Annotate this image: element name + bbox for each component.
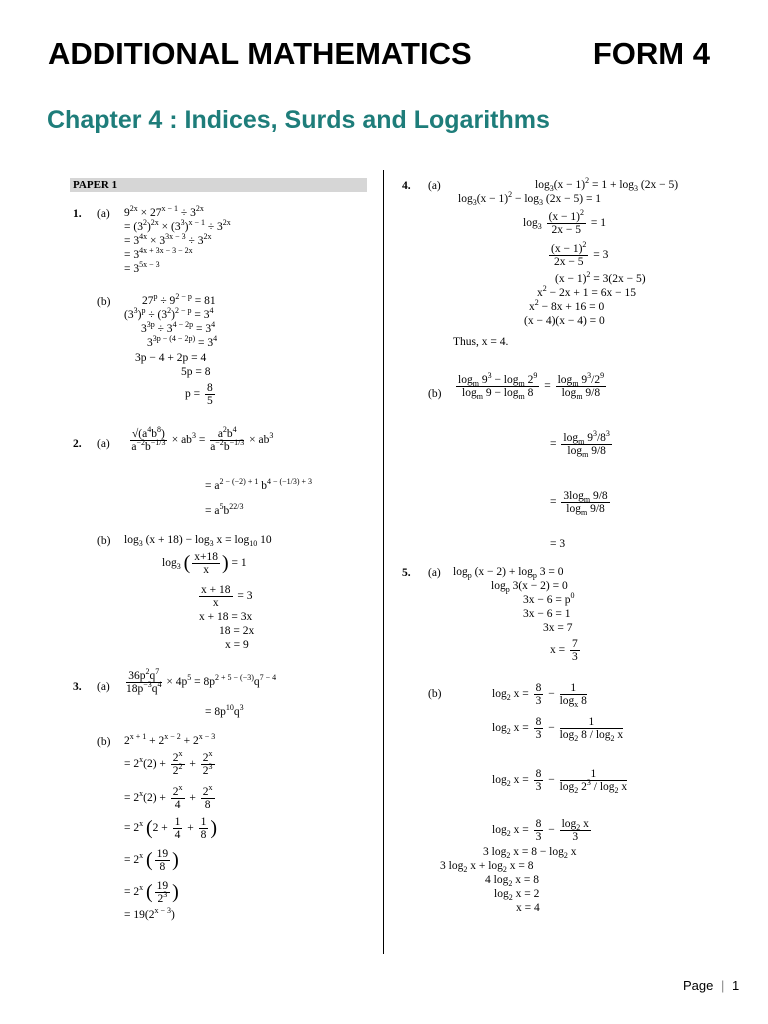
part-label: (a) [428, 567, 441, 579]
q5b-line: $\log_2 x$ = $\frac{8}{3}$ − $\frac{1}{\log_x 8}$ [492, 682, 587, 709]
q1a-line: = $3^{4x} \times 3^{3x - 3} \div 3^{2x}$ [124, 232, 212, 247]
question-number: 3. [73, 681, 82, 693]
part-label: (b) [97, 736, 111, 748]
page-separator: | [721, 978, 725, 993]
q2b-line: x + 18 = 3x [199, 611, 253, 623]
part-label: (a) [97, 681, 110, 693]
q4a-line: (x − 4)(x − 4) = 0 [524, 315, 605, 327]
q1a-line: = $3^{4x + 3x - 3 - 2x}$ [124, 246, 193, 261]
q3b-line: $2^{x + 1} + 2^{x - 2} + 2^{x - 3}$ [124, 732, 216, 747]
q5b-line: $\log_2 x$ = $\frac{8}{3}$ − $\frac{\log_2 x}{3}$ [492, 818, 589, 843]
chapter-title: Chapter 4 : Indices, Surds and Logarithms [47, 106, 550, 134]
page-header [48, 36, 728, 80]
q5a-line: $\log_p 3(x - 2) = 0$ [491, 580, 568, 594]
q2b-line: $\log_3 (x + 18) - \log_3 x = \log_{10} 10$ [124, 534, 272, 548]
q3a-line: $\frac{36p^2q^7}{18p^{-3}q^4}$ × $4p^5 = 8p^{2 + 5 - (-3)}q^{7 - 4}$ [126, 667, 277, 695]
q3b-line: = $2^x$ ( $\frac{19}{2^3}$ ) [124, 880, 179, 905]
q5b-line: x = 4 [516, 902, 540, 914]
q4a-line: $\log_3(x - 1)^2 - \log_3 (2x - 5) = 1$ [458, 190, 602, 207]
q2b-line: x = 9 [225, 639, 249, 651]
q4b-line: = $\frac{3\log_m 9/8}{\log_m 9/8}$ [550, 490, 608, 517]
q3b-line: = $2^x(2)$ + $\frac{2^x}{4}$ + $\frac{2^x}{8}$ [124, 783, 213, 811]
question-number: 1. [73, 208, 82, 220]
q5a-line: $3x - 6 = p^0$ [523, 591, 575, 606]
paper-label: PAPER 1 [70, 178, 367, 192]
q2a-line: $\frac{√(a^4b^8)}{a^{-2}b^{-1/3}}$ × $ab^3$ = $\frac{a^2b^4}{a^{-2}b^{-1/3}}$ × $ab^3$ [131, 425, 274, 453]
page-footer [683, 978, 739, 993]
q1a-line: = $3^{5x - 3}$ [124, 260, 160, 275]
q4-conclusion: Thus, x = 4. [453, 336, 509, 348]
page-label: Page [683, 978, 714, 993]
q2a-line: = $a^5b^{22/3}$ [205, 502, 244, 517]
subject-title: ADDITIONAL MATHEMATICS [48, 36, 472, 71]
q1a-line: = $(3^2)^{2x} \times (3^3)^{x - 1} \div 3^{2x}$ [124, 218, 231, 233]
q1b-line: p = $\frac{8}{5}$ [185, 382, 213, 407]
q4b-line: $\frac{\log_m 9^3 - \log_m 2^9}{\log_m 9 - \log_m 8}$ = $\frac{\log_m 9^3/2^9}{\log_m 9/8}$ [458, 371, 605, 401]
q5b-line: $\log_2 x = 2$ [494, 888, 540, 902]
part-label: (a) [428, 180, 441, 192]
q3a-line: = $8p^{10}q^3$ [205, 703, 244, 718]
q4a-line: $(x - 1)^2 = 3(2x - 5)$ [555, 270, 646, 285]
q1b-final-label: p = [185, 388, 201, 401]
q5a-line: 3x − 6 = 1 [523, 608, 571, 620]
q4a-line: $\log_3$ $\frac{(x - 1)^2}{2x - 5}$ = 1 [523, 208, 606, 236]
q5a-line: $\log_p (x - 2) + \log_p 3 = 0$ [453, 566, 564, 580]
q5b-line: 4 $\log_2 x = 8$ [485, 874, 539, 888]
q1b-line: $(3^3)^p \div (3^2)^{2 - p} = 3^4$ [124, 306, 214, 321]
q5b-line: 3 $\log_2 x + \log_2 x = 8$ [440, 860, 534, 874]
q4a-line: $\log_3(x - 1)^2 = 1 + \log_3 (2x - 5)$ [535, 176, 679, 193]
part-label: (b) [97, 535, 111, 547]
part-label: (b) [97, 296, 111, 308]
question-number: 2. [73, 438, 82, 450]
q4a-line: $x^2 - 2x + 1 = 6x - 15$ [537, 284, 636, 299]
q2b-line: 18 = 2x [219, 625, 255, 637]
q2b-line: $\frac{x + 18}{x}$ = 3 [201, 584, 253, 609]
form-title: FORM 4 [592, 36, 710, 71]
q5b-line: 3 $\log_2 x = 8 - \log_2 x$ [483, 846, 577, 860]
q1b-line: $3^{3p} \div 3^{4 - 2p} = 3^4$ [141, 320, 216, 335]
q2a-line: = $a^{2 - (-2) + 1}$ $b^{4 - (-1/3) + 3}$ [205, 477, 313, 492]
q4a-line: $x^2 - 8x + 16 = 0$ [529, 298, 605, 313]
q3b-line: = $2^x(2)$ + $\frac{2^x}{2^2}$ + $\frac{2^x}{2^3}$ [124, 749, 213, 777]
q1a-line: $9^{2x} \times 27^{x - 1} \div 3^{2x}$ [124, 204, 204, 219]
q5b-line: $\log_2 x$ = $\frac{8}{3}$ − $\frac{1}{\log_2 2^3 / \log_2 x}$ [492, 768, 628, 795]
q1b-line: $27^p \div 9^{2 - p} = 81$ [142, 292, 216, 307]
part-label: (b) [428, 688, 442, 700]
part-label: (b) [428, 388, 442, 400]
q5b-line: $\log_2 x$ = $\frac{8}{3}$ − $\frac{1}{\log_2 8 / \log_2 x}$ [492, 716, 624, 743]
q5a-line: 3x = 7 [543, 622, 573, 634]
q4b-result: = 3 [550, 538, 566, 550]
q4b-line: = $\frac{\log_m 9^3/8^3}{\log_m 9/8}$ [550, 429, 610, 459]
q1b-line: 5p = 8 [181, 366, 211, 378]
q1b-line: 3p − 4 + 2p = 4 [135, 352, 207, 364]
part-label: (a) [97, 438, 110, 450]
part-label: (a) [97, 208, 110, 220]
q5a-line: x = $\frac{7}{3}$ [550, 638, 578, 663]
page-number: 1 [732, 978, 740, 993]
q3b-line: = $19(2^{x - 3})$ [124, 906, 175, 921]
column-divider [383, 170, 384, 954]
q2b-line: $\log_3$ ( $\frac{x+18}{x}$ ) = 1 [162, 551, 247, 576]
q3b-line: = $2^x$ (2 + $\frac{1}{4}$ + $\frac{1}{8}$ ) [124, 816, 218, 841]
q1b-line: $3^{3p - (4 - 2p)} = 3^4$ [147, 334, 218, 349]
q4a-line: $\frac{(x - 1)^2}{2x - 5}$ = 3 [551, 240, 609, 268]
question-number: 4. [402, 180, 411, 192]
q3b-line: = $2^x$ ( $\frac{19}{8}$ ) [124, 848, 179, 873]
question-number: 5. [402, 567, 411, 579]
